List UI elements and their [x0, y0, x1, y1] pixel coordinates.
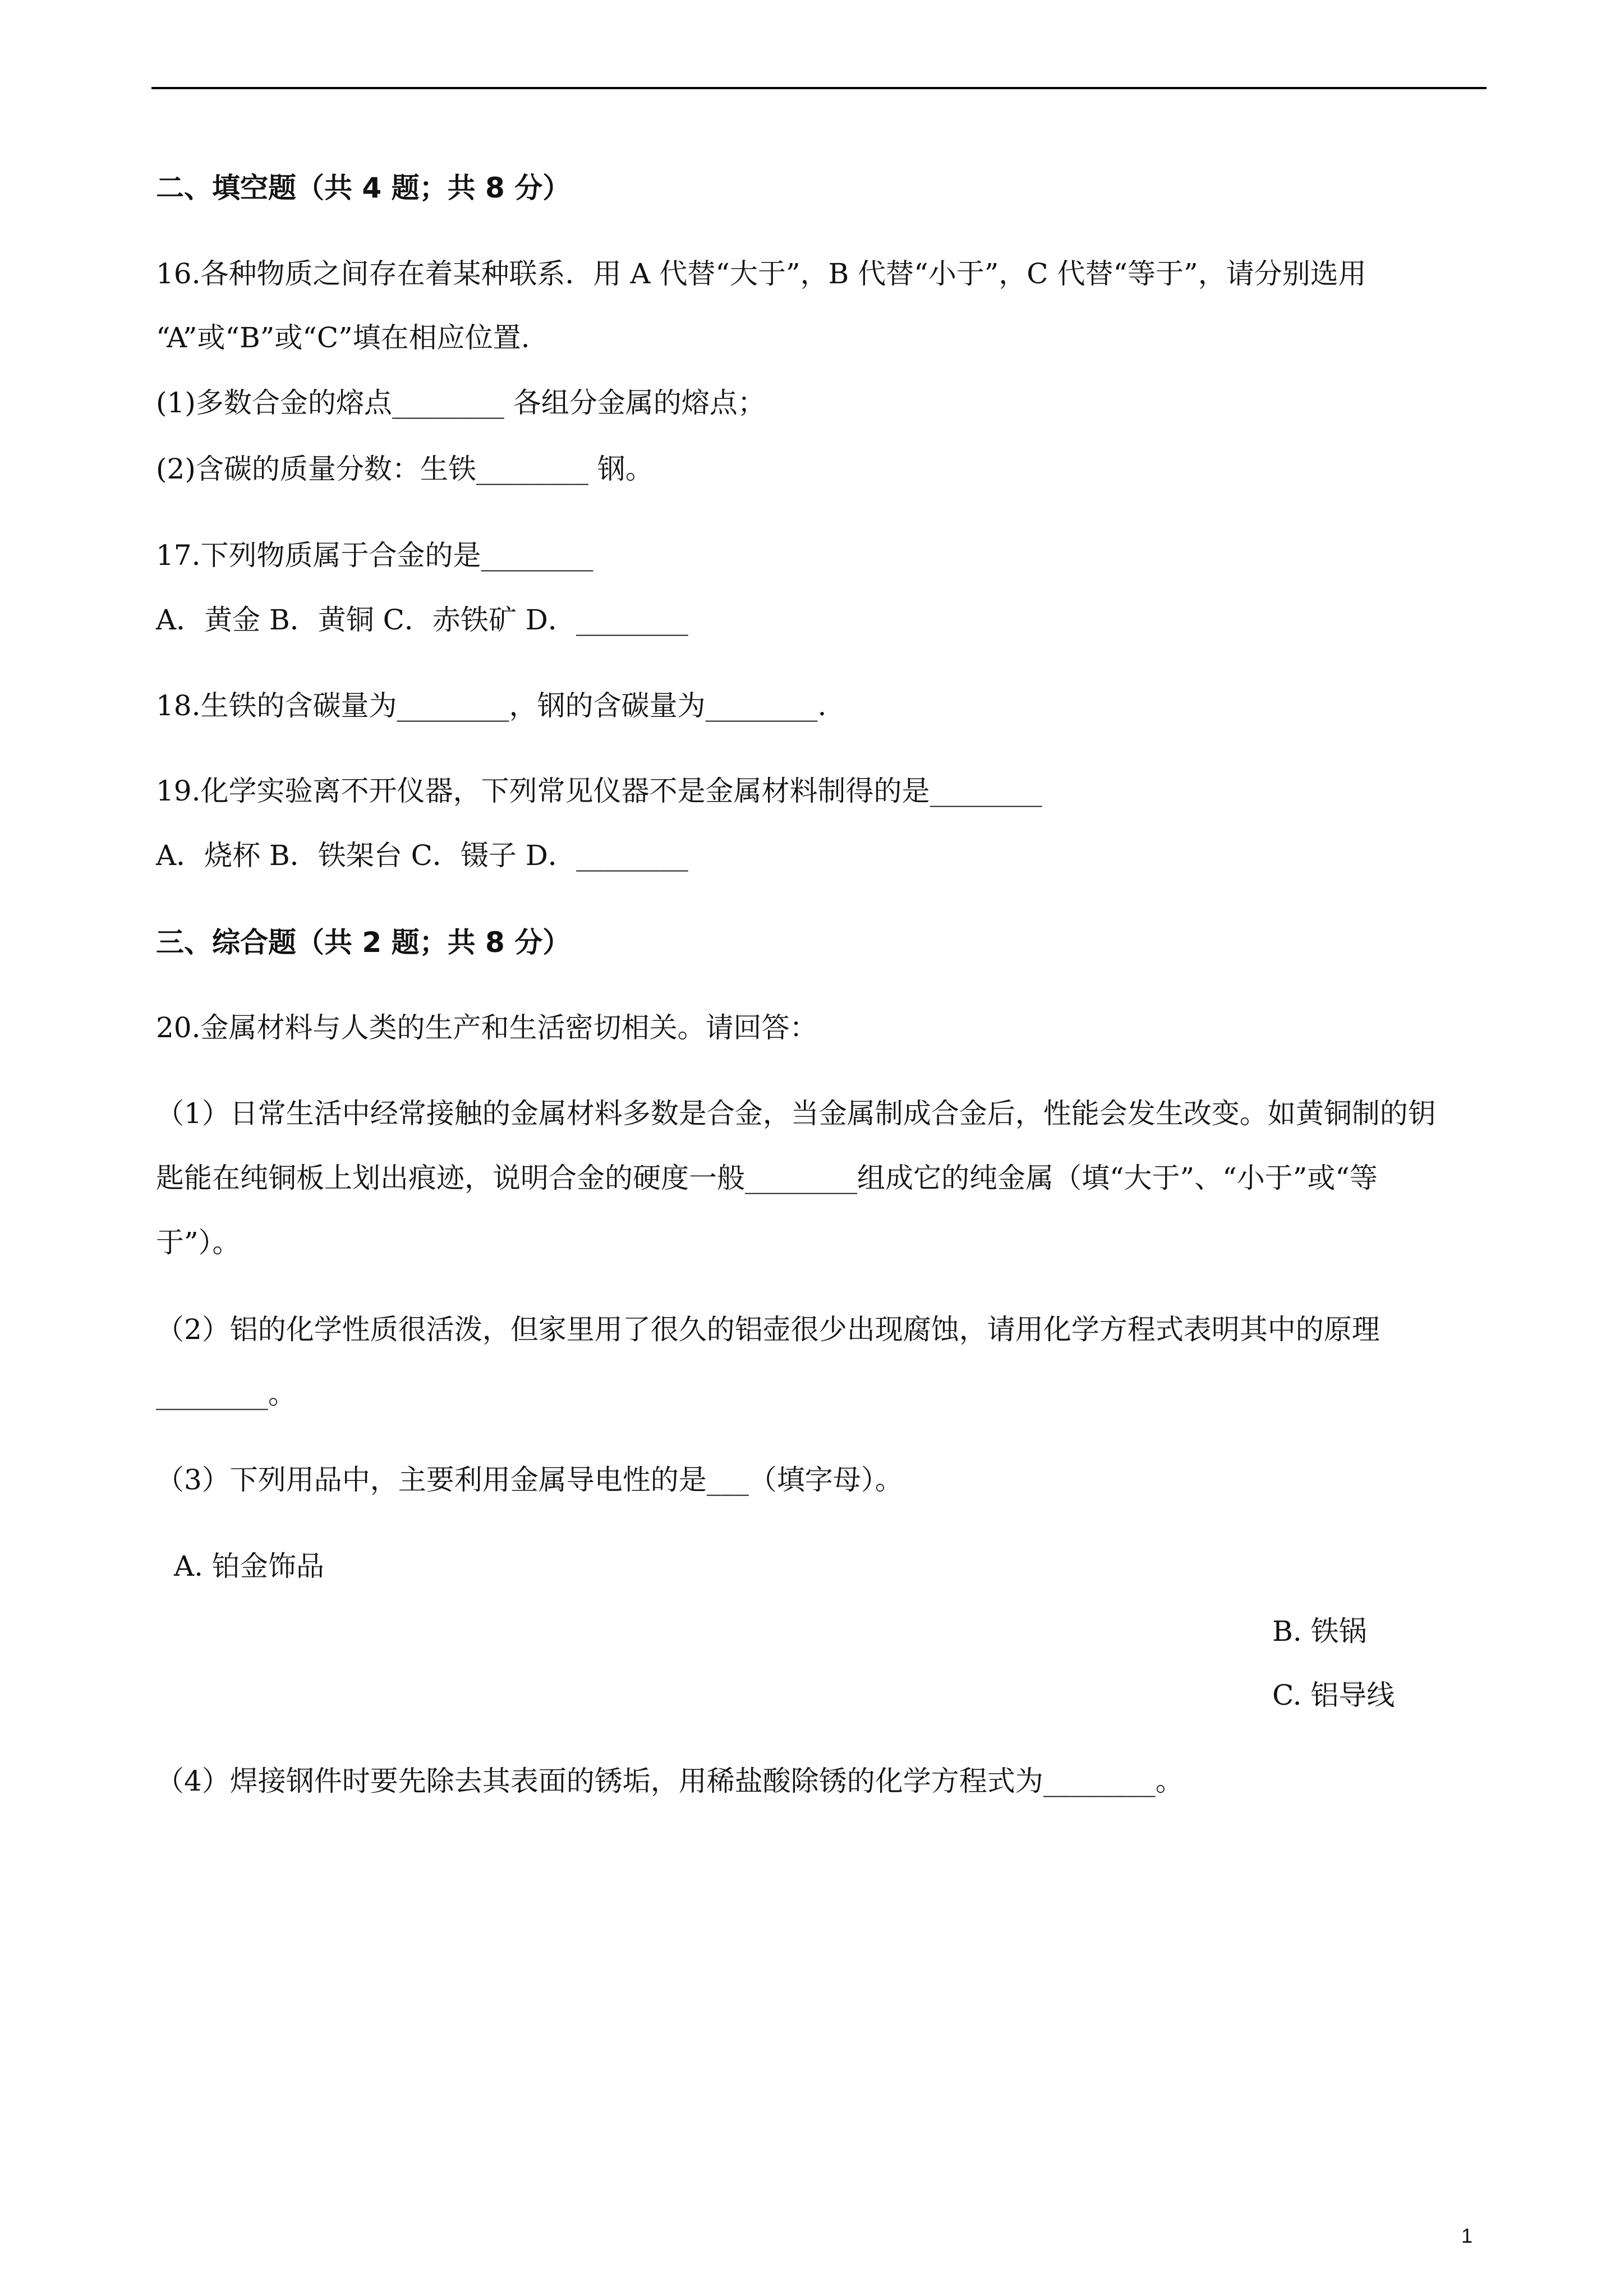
q20-part3-option-b: B. 铁锅 — [1272, 1615, 1367, 1648]
section2-heading: 二、填空题（共 4 题；共 8 分） — [156, 172, 571, 204]
q20-stem: 20.金属材料与人类的生产和生活密切相关。请回答： — [156, 1011, 818, 1044]
q20-part1-line1: （1）日常生活中经常接触的金属材料多数是合金，当金属制成合金后，性能会发生改变。如黄铜制的钥 — [156, 1097, 1436, 1130]
q17-stem: 17.下列物质属于合金的是________ — [156, 539, 594, 572]
q20-part3: （3）下列用品中，主要利用金属导电性的是___（填字母）。 — [156, 1464, 903, 1496]
q16-part2: (2)含碳的质量分数：生铁________ 钢。 — [156, 453, 654, 485]
q20-part2-line2: ________。 — [156, 1378, 296, 1410]
q20-part4: （4）焊接钢件时要先除去其表面的锈垢，用稀盐酸除锈的化学方程式为________。 — [156, 1765, 1184, 1797]
q19-stem: 19.化学实验离不开仪器，下列常见仪器不是金属材料制得的是________ — [156, 775, 1042, 807]
section3-heading: 三、综合题（共 2 题；共 8 分） — [156, 926, 571, 959]
q17-options: A．黄金 B．黄铜 C．赤铁矿 D．________ — [156, 604, 688, 636]
q18-stem: 18.生铁的含碳量为________，钢的含碳量为________. — [156, 689, 827, 722]
q20-part2-line1: （2）铝的化学性质很活泼，但家里用了很久的铝壶很少出现腐蚀，请用化学方程式表明其中的原理 — [156, 1313, 1380, 1346]
q16-part1: (1)多数合金的熔点________ 各组分金属的熔点； — [156, 386, 766, 419]
q20-part3-option-a: A. 铂金饰品 — [174, 1550, 324, 1582]
q16-stem-line2: “A”或“B”或“C”填在相应位置. — [156, 321, 530, 354]
q20-part3-option-c: C. 铝导线 — [1272, 1679, 1395, 1711]
page-number: 1 — [1461, 2224, 1473, 2247]
q19-options: A．烧杯 B．铁架台 C．镊子 D．________ — [156, 839, 688, 872]
q16-stem-line1: 16.各种物质之间存在着某种联系．用 A 代替“大于”，B 代替“小于”，C 代替“等于”，请分别选用 — [156, 257, 1367, 290]
q20-part1-line2: 匙能在纯铜板上划出痕迹，说明合金的硬度一般________组成它的纯金属（填“大于”、“小于”或“等 — [156, 1162, 1378, 1194]
q20-part1-line3: 于”）。 — [156, 1226, 241, 1259]
header-rule — [151, 87, 1487, 89]
